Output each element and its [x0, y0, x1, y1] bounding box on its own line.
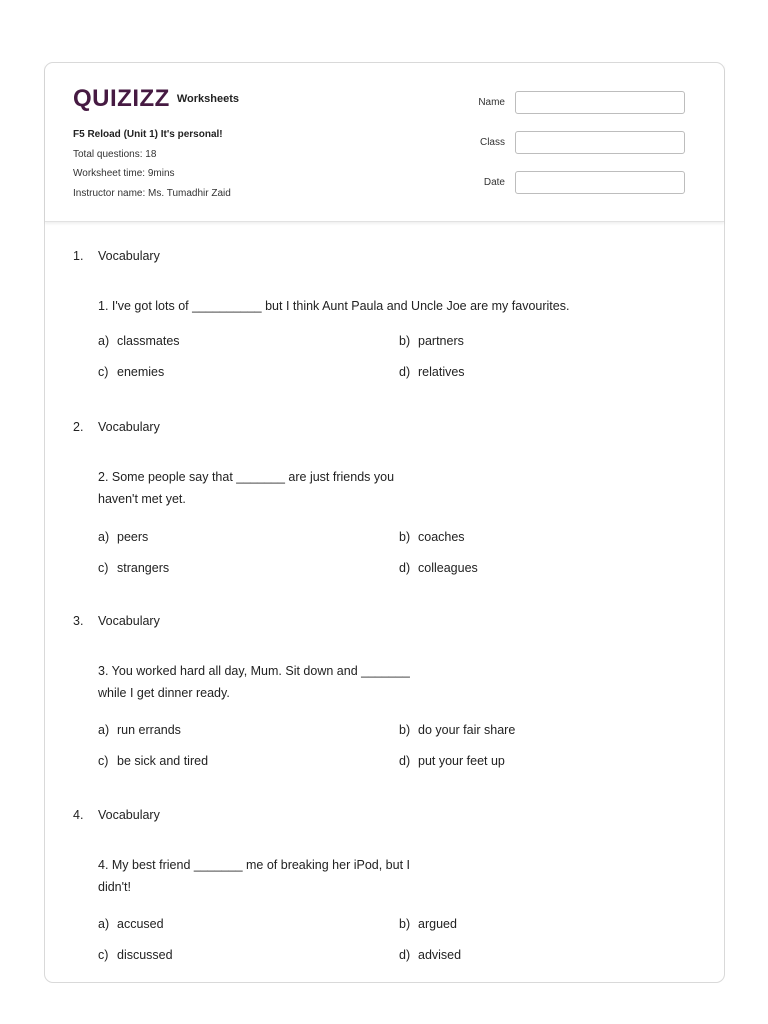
- question-type: Vocabulary: [98, 249, 160, 263]
- worksheet-card: [44, 62, 725, 983]
- question-text-line: 4. My best friend _______ me of breaking her iPod, but I: [98, 858, 410, 872]
- option-text: run errands: [117, 723, 181, 737]
- option-a: [98, 723, 181, 737]
- worksheet-info: [73, 125, 231, 203]
- option-letter: a): [98, 723, 110, 737]
- option-letter: a): [98, 334, 110, 348]
- option-text: colleagues: [418, 561, 478, 575]
- question-number: 3.: [73, 614, 84, 628]
- worksheets-label: Worksheets: [176, 93, 239, 105]
- name-field-row: [455, 91, 685, 114]
- option-a: [98, 334, 180, 348]
- page-bottom-mask: [0, 985, 768, 1024]
- option-text: advised: [418, 948, 462, 962]
- option-text: be sick and tired: [117, 754, 209, 768]
- option-text: partners: [418, 334, 464, 348]
- name-label: Name: [478, 97, 505, 108]
- option-c: [98, 561, 169, 575]
- class-label: Class: [479, 137, 505, 148]
- option-b: [399, 917, 457, 931]
- class-input[interactable]: [515, 131, 685, 154]
- question-text-line: 1. I've got lots of __________ but I think Aunt Paula and Uncle Joe are my favourites.: [98, 299, 570, 313]
- worksheet-time: Worksheet time: 9mins: [73, 168, 175, 179]
- option-d: [399, 754, 505, 768]
- option-text: argued: [418, 917, 457, 931]
- question-text: [98, 854, 410, 898]
- option-text: put your feet up: [418, 754, 505, 768]
- option-text: strangers: [117, 561, 170, 575]
- question-text: [98, 466, 394, 510]
- option-c: [98, 754, 208, 768]
- worksheet-title: F5 Reload (Unit 1) It's personal!: [73, 129, 223, 140]
- option-letter: a): [98, 917, 110, 931]
- question-number: 4.: [73, 808, 84, 822]
- option-text: peers: [117, 530, 149, 544]
- option-letter: b): [399, 530, 411, 544]
- option-letter: c): [98, 365, 109, 379]
- option-letter: b): [399, 917, 411, 931]
- option-letter: b): [399, 334, 411, 348]
- instructor-name: Instructor name: Ms. Tumadhir Zaid: [73, 187, 231, 199]
- date-input[interactable]: [515, 171, 685, 194]
- question-type: Vocabulary: [98, 808, 160, 822]
- option-text: coaches: [418, 530, 465, 544]
- quizizz-logo: QUIZIZZ: [73, 85, 170, 112]
- question-text-line: 3. You worked hard all day, Mum. Sit down and _______: [98, 664, 410, 678]
- option-letter: b): [399, 723, 411, 737]
- question-text-line: haven't met yet.: [98, 492, 186, 506]
- question-type: Vocabulary: [98, 420, 160, 434]
- question-text-line: 2. Some people say that _______ are just friends you: [98, 470, 395, 484]
- question-text: [98, 660, 410, 704]
- class-field-row: [455, 131, 685, 154]
- option-d: [399, 948, 461, 962]
- question-number: 2.: [73, 420, 84, 434]
- option-letter: a): [98, 530, 110, 544]
- brand-row: [73, 85, 239, 113]
- option-text: classmates: [117, 334, 180, 348]
- option-text: do your fair share: [418, 723, 516, 737]
- option-letter: c): [98, 948, 109, 962]
- option-b: [399, 723, 515, 737]
- worksheet-header: [45, 63, 724, 222]
- question-text: [98, 295, 569, 317]
- option-letter: d): [399, 754, 411, 768]
- name-input[interactable]: [515, 91, 685, 114]
- option-b: [399, 530, 465, 544]
- option-letter: c): [98, 561, 109, 575]
- option-text: accused: [117, 917, 164, 931]
- question-type: Vocabulary: [98, 614, 160, 628]
- date-label: Date: [483, 177, 505, 188]
- date-field-row: [455, 171, 685, 194]
- option-d: [399, 365, 465, 379]
- option-c: [98, 365, 164, 379]
- option-a: [98, 917, 164, 931]
- option-text: enemies: [117, 365, 165, 379]
- question-text-line: while I get dinner ready.: [98, 686, 230, 700]
- option-letter: d): [399, 561, 411, 575]
- option-b: [399, 334, 464, 348]
- option-a: [98, 530, 148, 544]
- option-text: relatives: [418, 365, 465, 379]
- question-text-line: didn't!: [98, 880, 131, 894]
- option-text: discussed: [117, 948, 173, 962]
- option-c: [98, 948, 173, 962]
- question-number: 1.: [73, 249, 84, 263]
- option-letter: d): [399, 365, 411, 379]
- total-questions: Total questions: 18: [73, 148, 157, 160]
- option-letter: c): [98, 754, 109, 768]
- option-letter: d): [399, 948, 411, 962]
- option-d: [399, 561, 478, 575]
